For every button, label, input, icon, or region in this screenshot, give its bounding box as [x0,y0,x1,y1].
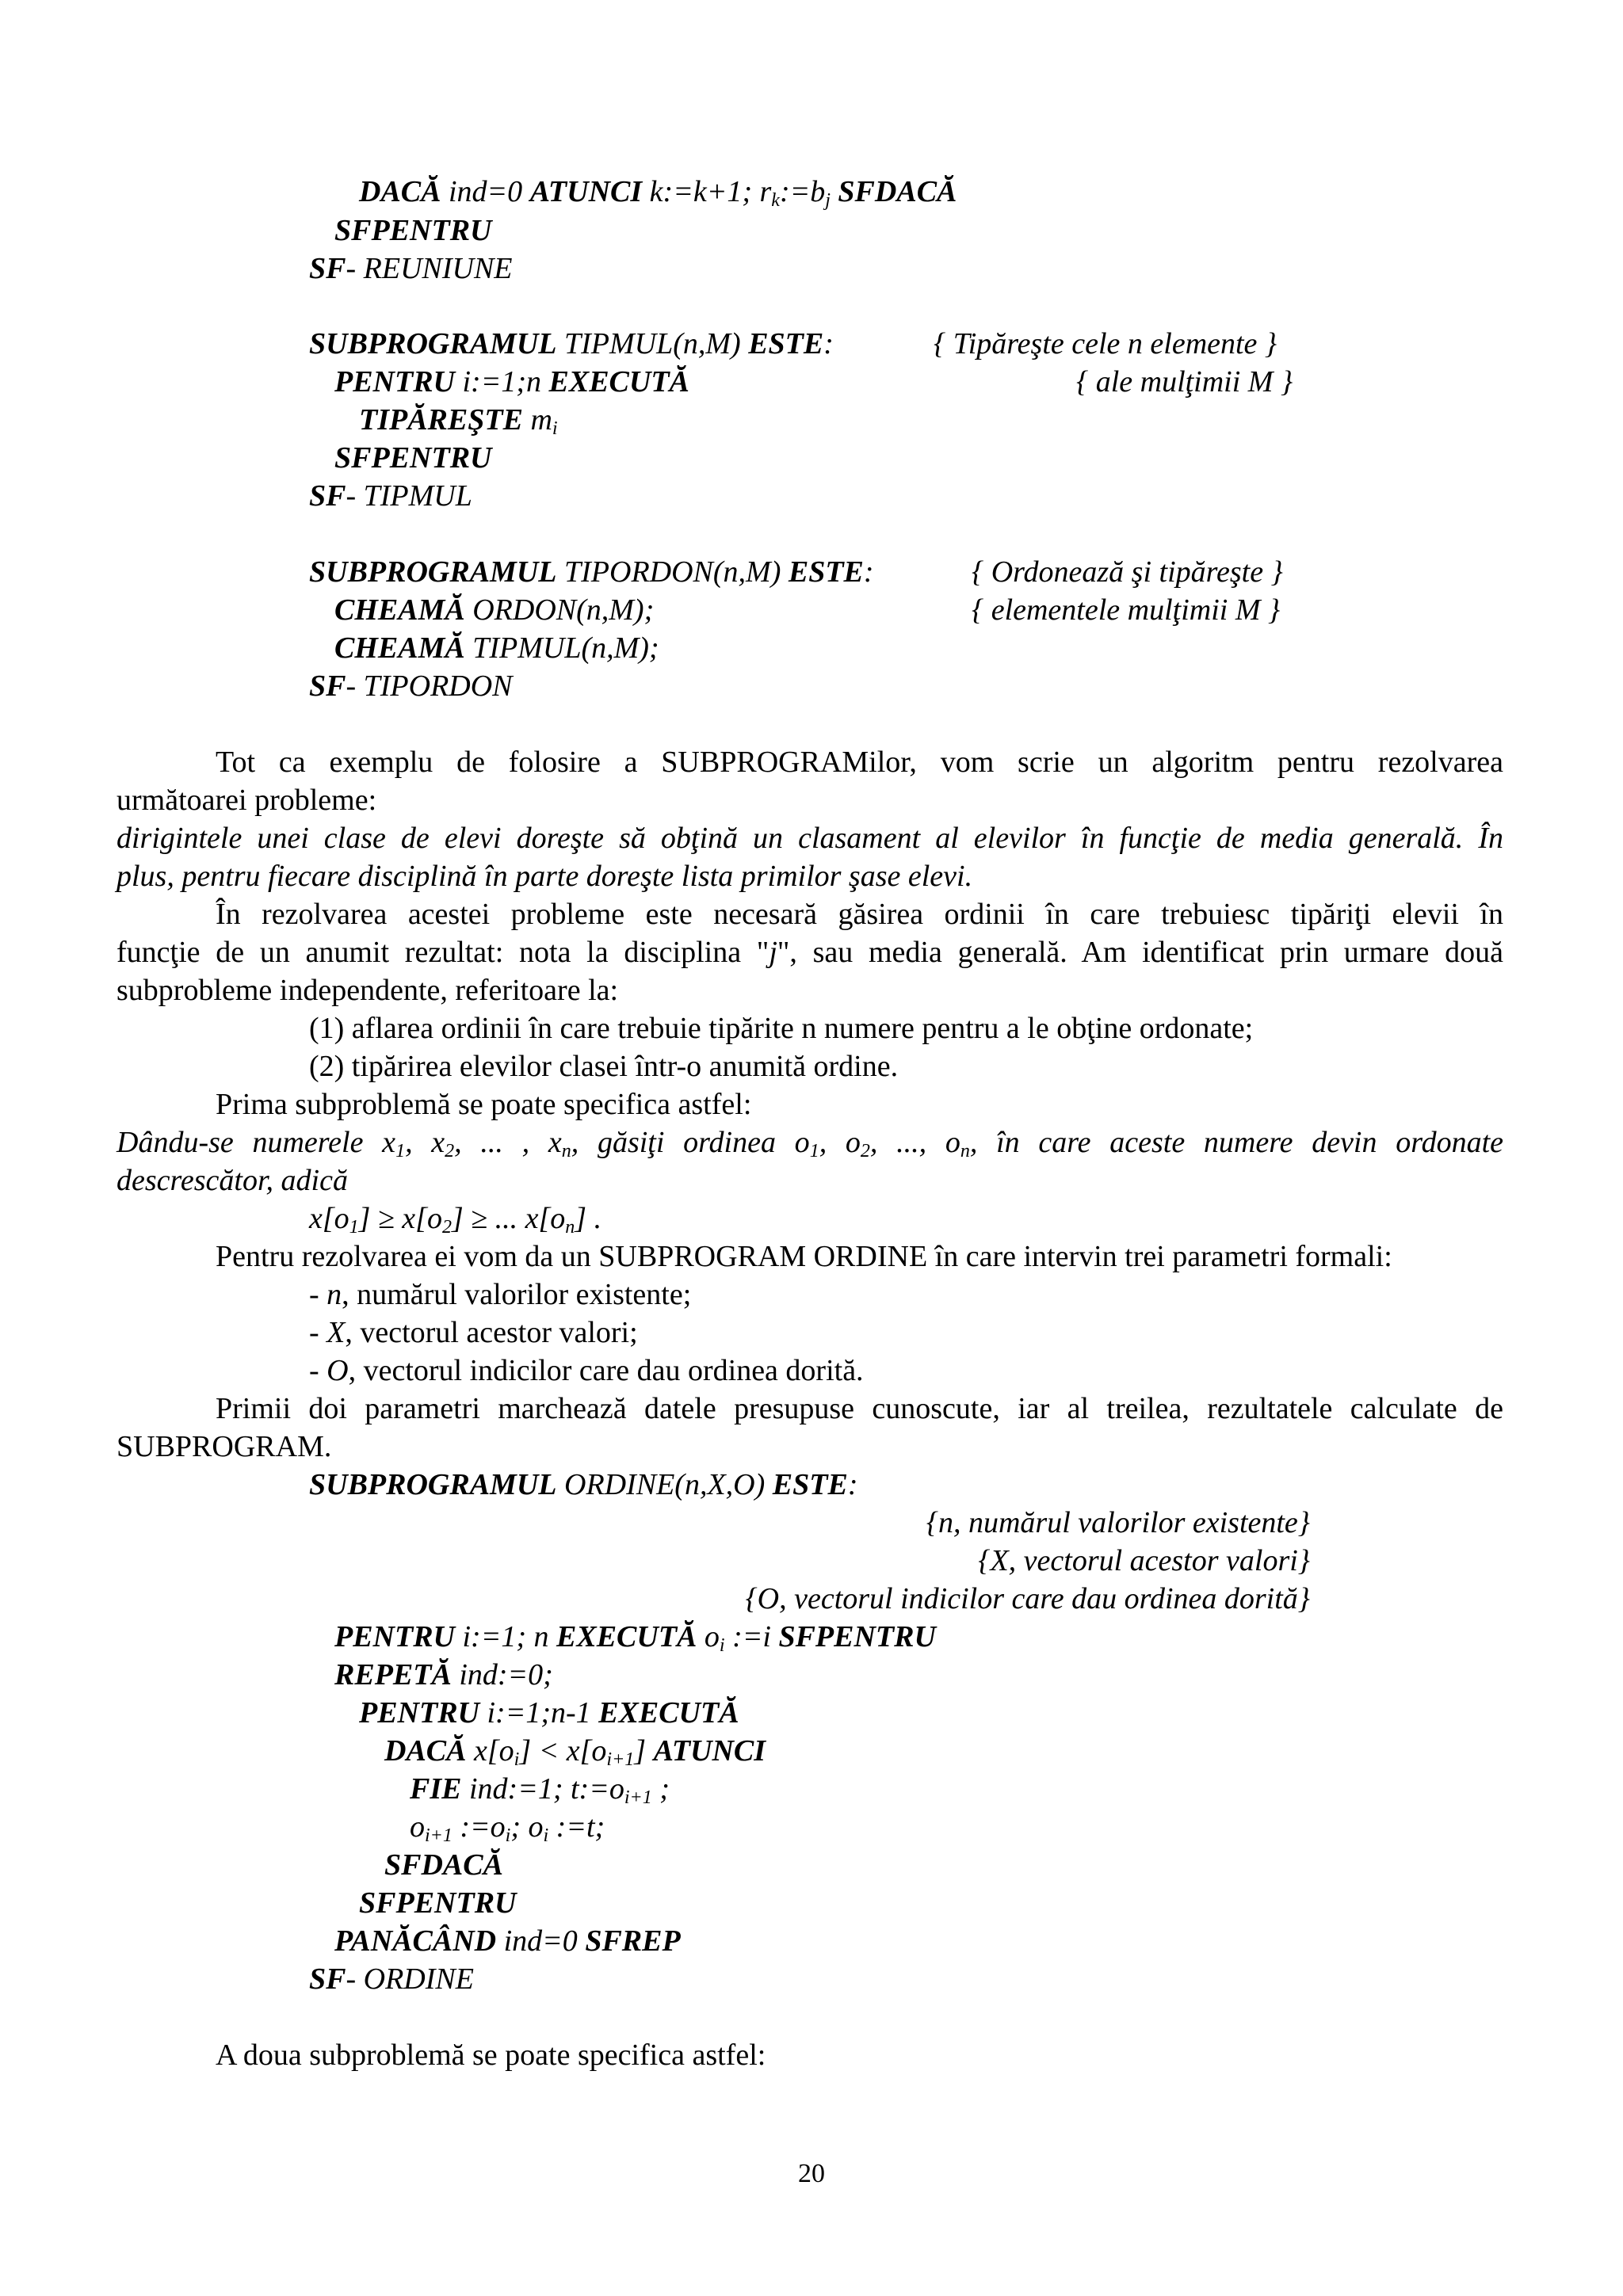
code-line-pentru: PENTRU i:=1;n-1 EXECUTĂ [359,1696,739,1730]
code-line-daca: DACĂ $x[o_i] < x[o_{i+1}]$ ATUNCI [384,1734,766,1770]
paragraph-line: Prima subproblemă se poate specifica astfel: [216,1088,752,1121]
code-line-sf-tipordon: SF- TIPORDON [309,669,513,703]
problem-statement-line: plus, pentru fiecare disciplină în parte doreşte lista primilor şase elevi. [116,860,973,893]
code-line-sub-tipmul: SUBPROGRAMUL TIPMUL(n,M) ESTE: [309,327,834,360]
comment: { Tipăreşte cele n elemente } [934,327,1277,360]
paragraph-line: funcţie de un anumit rezultat: nota la disciplina "j", sau media generală. Am identificat prin urmare două [116,936,1503,969]
comment: { elementele mulţimii M } [972,593,1281,627]
keyword: DACĂ [359,175,441,208]
code-line-sf-ordine: SF- ORDINE [309,1962,474,1996]
code-line-pentru: PENTRU i:=1;n EXECUTĂ [334,365,689,399]
param-item: - n, numărul valorilor existente; [309,1278,692,1311]
code-line-sub-tipordon: SUBPROGRAMUL TIPORDON(n,M) ESTE: [309,555,874,589]
comment: { ale mulţimii M } [1076,365,1293,399]
specification-line: descrescător, adică [116,1164,348,1197]
problem-statement-line: dirigintele unei clase de elevi doreşte să obţină un clasament al elevilor în funcţie de media generală. În [116,822,1503,855]
page-number: 20 [798,2159,825,2188]
code-line-sfpentru: SFPENTRU [359,1886,517,1920]
comment: {O, vectorul indicilor care dau ordinea dorită} [745,1582,1310,1615]
code-line-fie: FIE ind:=1; $t:=o_{i+1}$ ; [410,1772,670,1808]
code-line-sfdaca: SFDACĂ [384,1848,503,1882]
paragraph-line: următoarei probleme: [116,784,377,817]
paragraph-line: Tot ca exemplu de folosire a SUBPROGRAMilor, vom scrie un algoritm pentru rezolvarea [216,746,1503,779]
paragraph-line: SUBPROGRAM. [116,1430,332,1463]
comment: { Ordonează şi tipăreşte } [972,555,1283,589]
paragraph-line: Pentru rezolvarea ei vom da un SUBPROGRAM ORDINE în care intervin trei parametri formali: [216,1240,1392,1273]
paragraph-line: A doua subproblemă se poate specifica astfel: [216,2039,766,2072]
code-line-pentru-init: PENTRU i:=1; n EXECUTĂ $o_i$ :=i SFPENTRU [334,1620,936,1656]
param-item: - X, vectorul acestor valori; [309,1316,638,1349]
comment: {n, numărul valorilor existente} [926,1506,1310,1539]
code-line-sub-ordine: SUBPROGRAMUL ORDINE(n,X,O) ESTE: [309,1468,858,1501]
paragraph-line: În rezolvarea acestei probleme este necesară găsirea ordinii în care trebuiesc tipăriţi elevii în [216,898,1503,931]
code-line-tipareste: TIPĂREŞTE $m_i$ [359,403,558,439]
param-item: - O, vectorul indicilor care dau ordinea dorită. [309,1354,864,1387]
comment: {X, vectorul acestor valori} [978,1544,1310,1577]
code-line-cheama-tipmul: CHEAMĂ TIPMUL(n,M); [334,631,659,665]
code-line-sf-tipmul: SF- TIPMUL [309,479,472,513]
code-line-panacand: PANĂCÂND ind=0 SFREP [334,1924,681,1958]
paragraph-line: subprobleme independente, referitoare la: [116,974,619,1007]
list-item: (2) tipărirea elevilor clasei într-o anumită ordine. [309,1050,899,1083]
code-line-cheama-ordon: CHEAMĂ ORDON(n,M); [334,593,655,627]
code-line-repeta: REPETĂ ind:=0; [334,1658,553,1691]
code-line-daca: DACĂ ind=0 ATUNCI k:=k+1; $r_k:=b_j$ SFDACĂ [359,175,957,211]
inequality: $x[o_1] \ge x[o_2]$ ≥ ... $x[o_n]$ . [309,1202,602,1238]
code-line-swap: $o_{i+1}$ $:=o_i$; $o_i$ :=t; [410,1810,605,1846]
specification-line: Dându-se numerele $x_1$, $x_2$, ... , $x_n$, găsiţi ordinea $o_1$, $o_2$, ..., $o_n$, în care aceste numere devin ordonate [116,1126,1504,1161]
code-line-sf-reuniune: SF- REUNIUNE [309,252,513,285]
code-line-sfpentru: SFPENTRU [334,441,492,475]
list-item: (1) aflarea ordinii în care trebuie tipărite n numere pentru a le obţine ordonate; [309,1012,1254,1045]
code-line-sfpentru: SFPENTRU [334,214,492,247]
paragraph-line: Primii doi parametri marchează datele presupuse cunoscute, iar al treilea, rezultatele calculate de [216,1392,1503,1425]
